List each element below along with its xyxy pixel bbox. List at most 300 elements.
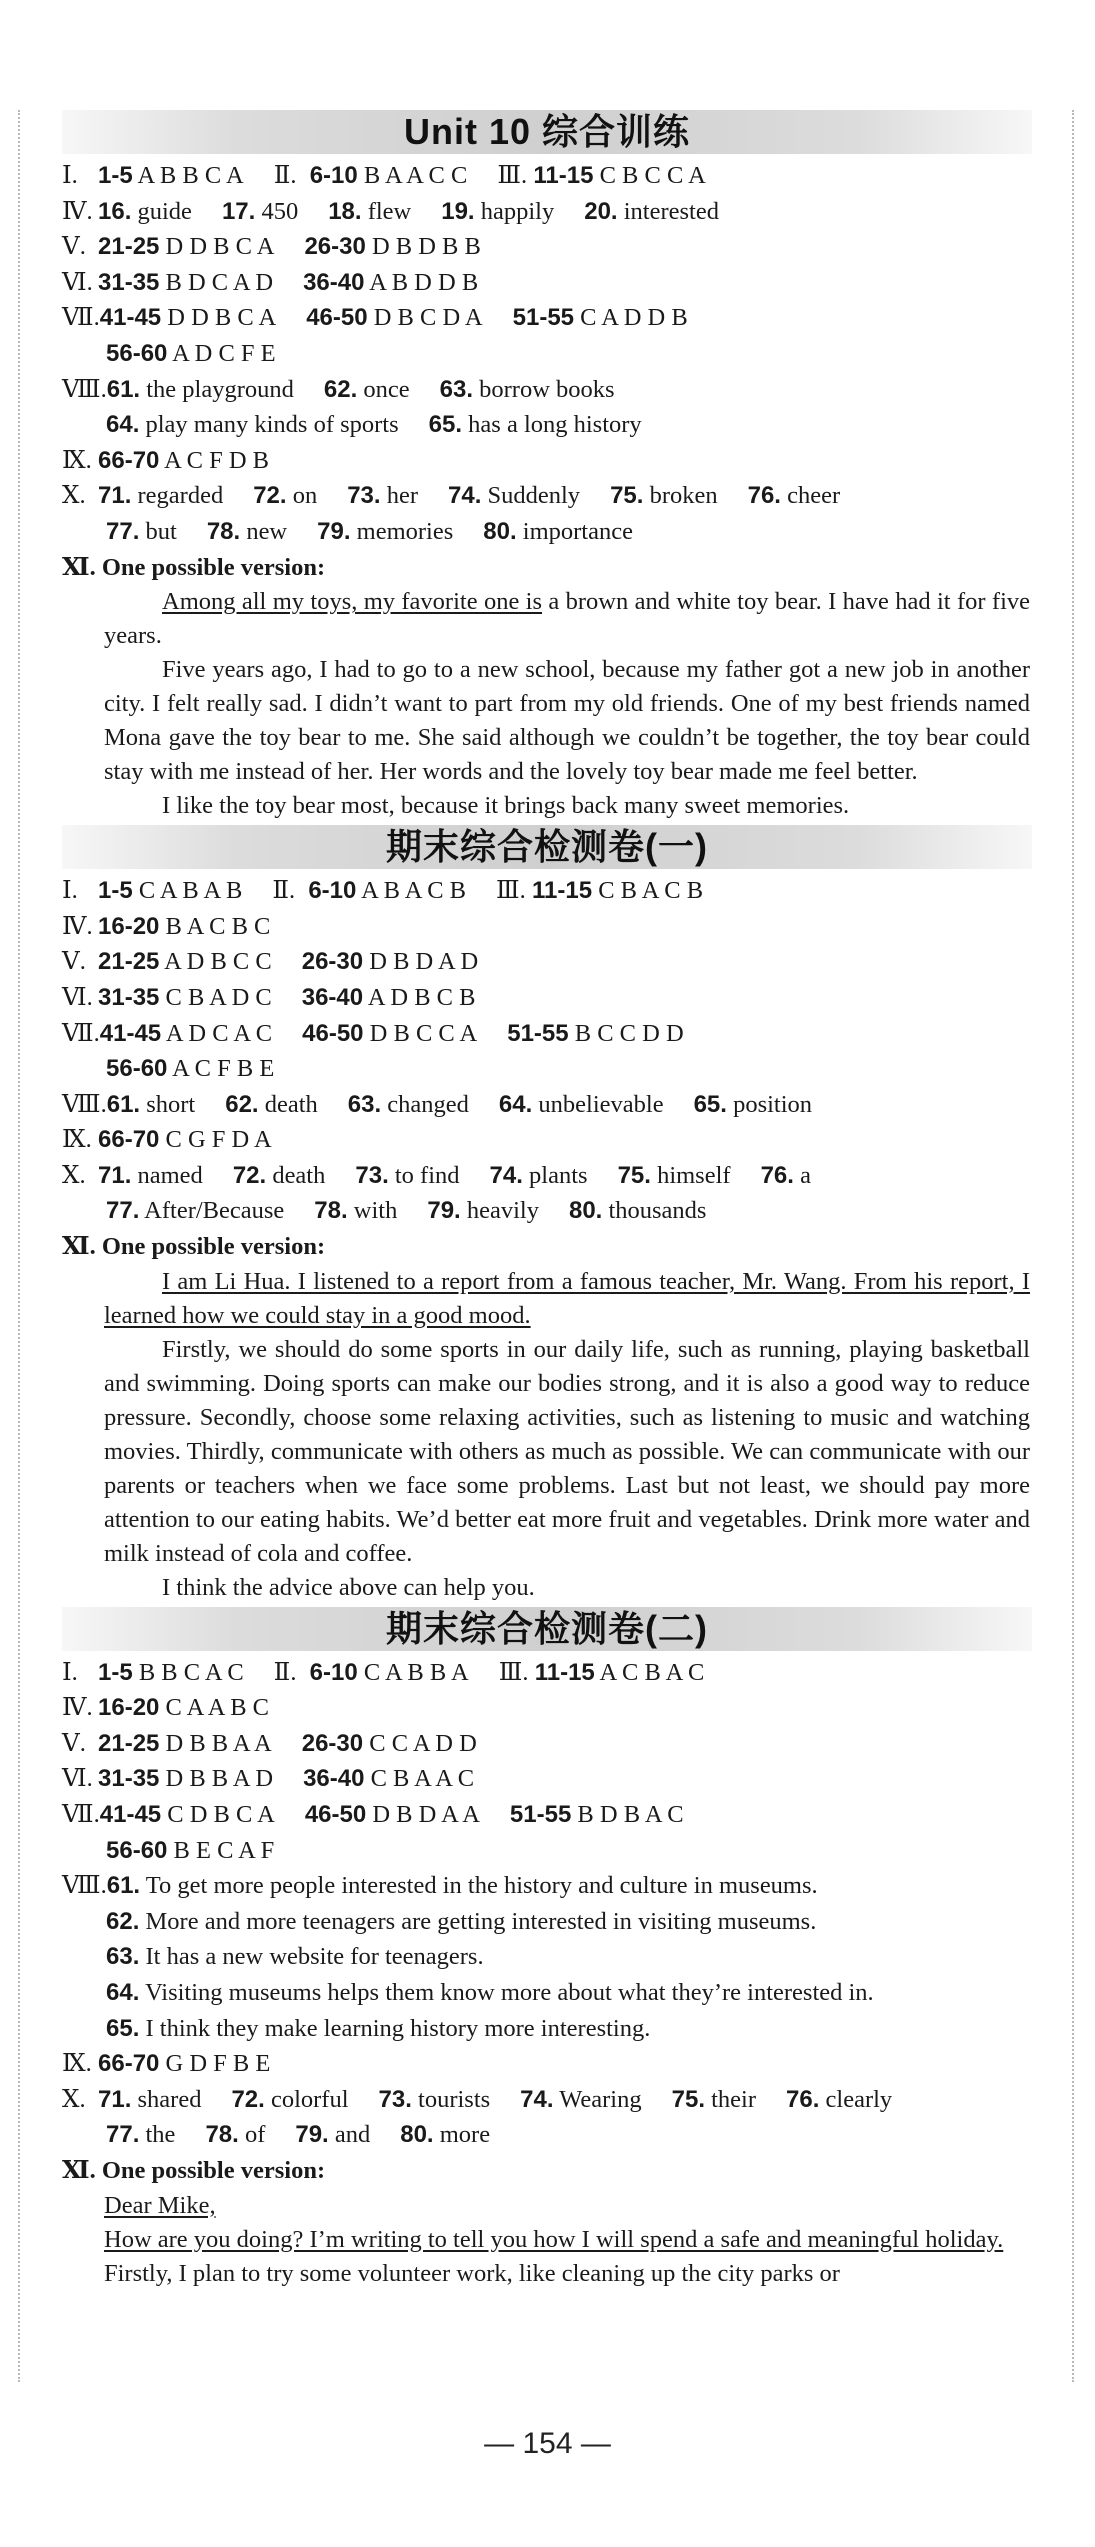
answer-text: has a long history [468, 411, 642, 439]
answer-group [106, 407, 399, 443]
question-number: 1-5 [98, 877, 133, 905]
answer-row [62, 514, 1032, 550]
question-number: 26-30 [301, 1729, 364, 1757]
answer-text: D B D A D [369, 948, 479, 976]
answer-row [62, 1158, 1032, 1194]
answer-row [62, 1797, 1032, 1833]
answer-text: D D B C A [165, 233, 275, 261]
writing-label: Ⅺ. One possible version: [62, 553, 326, 581]
answer-group [274, 158, 468, 194]
question-number: 21-25 [98, 1729, 160, 1757]
answer-text: B A C B C [165, 912, 271, 940]
answer-text: To get more people interested in the history and culture in museums. [145, 1872, 818, 1900]
answer-group [305, 1797, 480, 1833]
answer-group [62, 873, 242, 909]
answer-row [62, 1016, 1032, 1052]
question-number: 31-35 [98, 983, 160, 1011]
roman-numeral: Ⅲ. [498, 1658, 529, 1686]
answer-text: C A D D B [580, 304, 688, 332]
question-number: 78. [206, 517, 241, 545]
answer-group [62, 229, 274, 265]
paragraph-text: I think the advice above can help you. [162, 1573, 535, 1601]
answer-text: C B C C A [599, 162, 706, 189]
answer-row [62, 372, 1032, 408]
answer-group [314, 1193, 397, 1229]
answer-group [520, 2082, 641, 2118]
answer-group [584, 194, 719, 230]
answer-row [62, 1975, 1032, 2011]
question-number: 21-25 [98, 948, 160, 976]
answer-text: D B B A D [165, 1765, 274, 1793]
question-number: 66-70 [98, 2050, 160, 2078]
answer-key-page [62, 108, 1032, 2291]
question-number: 64. [106, 411, 140, 439]
answer-group [347, 478, 418, 514]
question-number: 41-45 [99, 1801, 162, 1829]
answer-group [400, 2117, 490, 2153]
answer-row [62, 1655, 1032, 1691]
answer-group [441, 194, 554, 230]
answer-group [440, 372, 615, 408]
answer-group [272, 873, 466, 909]
roman-numeral: Ⅸ. [62, 2050, 92, 2078]
answer-group [62, 1016, 272, 1052]
question-number: 74. [520, 2085, 554, 2113]
answer-group [499, 1655, 705, 1691]
roman-numeral: Ⅹ. [62, 1161, 86, 1189]
question-number: 41-45 [99, 1019, 162, 1047]
answer-text: D D B C A [167, 304, 277, 332]
question-number: 71. [98, 2085, 132, 2113]
question-number: 62. [106, 1907, 140, 1935]
answer-group [106, 1939, 484, 1975]
answer-row [62, 944, 1032, 980]
answer-group [302, 1016, 477, 1052]
answer-group [303, 265, 478, 301]
essay-paragraph [104, 2223, 1030, 2257]
answer-text: and [334, 2121, 371, 2149]
answer-row [62, 194, 1032, 230]
answer-group [302, 980, 476, 1016]
answer-text: B D C A D [165, 268, 274, 296]
question-number: 79. [427, 1197, 461, 1225]
answer-text: cheer [787, 482, 841, 510]
essay-paragraph [104, 1333, 1030, 1571]
answer-group [324, 372, 410, 408]
answer-text: short [146, 1090, 196, 1118]
answer-text: death [272, 1161, 326, 1189]
answer-group [62, 1726, 272, 1762]
answer-text: of [244, 2121, 266, 2149]
answer-text: play many kinds of sports [145, 411, 399, 439]
answer-row [62, 336, 1032, 372]
question-number: 65. [693, 1090, 727, 1118]
question-number: 78. [205, 2121, 239, 2149]
answer-text: the [145, 2121, 176, 2149]
answer-group [106, 1904, 816, 1940]
roman-numeral: Ⅸ. [62, 1126, 92, 1154]
answer-group [62, 1087, 195, 1123]
answer-group [106, 514, 177, 550]
answer-text: C G F D A [165, 1126, 272, 1154]
answer-text: C A A B C [165, 1694, 270, 1722]
answer-text: B B C A C [138, 1658, 244, 1686]
answer-row [62, 1087, 1032, 1123]
roman-numeral: Ⅰ. [62, 877, 78, 905]
underlined-key-sentence: Among all my toys, my favorite one is [162, 588, 543, 616]
answer-row [62, 265, 1032, 301]
answer-group [225, 1087, 318, 1123]
answer-group [295, 2117, 370, 2153]
answer-text: A D C A C [165, 1019, 273, 1047]
section-title: Unit 10 综合训练 [62, 110, 1032, 154]
question-number: 64. [498, 1090, 533, 1118]
question-number: 65. [106, 2014, 140, 2042]
question-number: 11-15 [532, 877, 593, 905]
answer-text: importance [522, 517, 633, 545]
question-number: 31-35 [98, 268, 160, 296]
roman-numeral: Ⅷ. [62, 1872, 107, 1900]
answer-group [62, 300, 276, 336]
answer-text: himself [657, 1161, 731, 1189]
answer-group [672, 2082, 756, 2118]
answer-group [222, 194, 298, 230]
answer-text: B D B A C [577, 1801, 684, 1829]
answer-text: on [292, 482, 318, 510]
question-number: 51-55 [512, 304, 575, 332]
answer-text: It has a new website for teenagers. [145, 1943, 484, 1971]
roman-numeral: Ⅵ. [62, 268, 93, 296]
answer-text: flew [367, 197, 412, 225]
question-number: 26-30 [301, 948, 364, 976]
answer-text: tourists [418, 2085, 491, 2113]
question-number: 46-50 [302, 1019, 364, 1047]
section-title: 期末综合检测卷(二) [62, 1607, 1032, 1651]
answer-text: to find [394, 1161, 460, 1189]
roman-numeral: Ⅱ. [273, 162, 297, 189]
answer-group [496, 873, 703, 909]
paragraph-text: Firstly, I plan to try some volunteer work, like cleaning up the city parks or [104, 2259, 840, 2287]
answer-text: more [439, 2121, 491, 2149]
answer-group [304, 229, 480, 265]
answer-text: once [363, 375, 410, 403]
roman-numeral: Ⅰ. [62, 1658, 78, 1686]
question-number: 73. [355, 1161, 389, 1189]
answer-text: A C F D B [164, 446, 270, 474]
roman-numeral: Ⅱ. [272, 877, 296, 905]
question-number: 62. [225, 1090, 259, 1118]
answer-group [497, 158, 705, 194]
answer-text: heavily [466, 1197, 539, 1225]
question-number: 71. [98, 1161, 132, 1189]
answer-text: named [137, 1161, 203, 1189]
answer-text: memories [356, 517, 454, 545]
answer-group [427, 1193, 539, 1229]
question-number: 16. [98, 197, 132, 225]
question-number: 66-70 [98, 446, 160, 474]
underlined-key-sentence: Dear Mike, [104, 2191, 216, 2219]
roman-numeral: Ⅶ. [62, 1801, 100, 1829]
answer-text: her [386, 482, 418, 510]
writing-label: Ⅺ. One possible version: [62, 2156, 326, 2184]
answer-row [62, 1868, 1032, 1904]
question-number: 72. [231, 2085, 265, 2113]
answer-group [106, 1975, 874, 2011]
essay-paragraph [104, 1571, 1030, 1605]
answer-group [62, 265, 273, 301]
question-number: 75. [610, 482, 644, 510]
underlined-key-sentence: How are you doing? I’m writing to tell you how I will spend a safe and meaningful holiday. [104, 2225, 1004, 2253]
question-number: 61. [106, 1090, 141, 1118]
answer-row [62, 1051, 1032, 1087]
answer-group [205, 2117, 265, 2153]
answer-row [62, 1939, 1032, 1975]
question-number: 46-50 [304, 1801, 367, 1829]
answer-group [62, 158, 244, 194]
answer-group [62, 443, 269, 479]
answer-row [62, 1726, 1032, 1762]
roman-numeral: Ⅹ. [62, 2085, 86, 2113]
answer-group [233, 1158, 326, 1194]
answer-group [786, 2082, 892, 2118]
answer-group [618, 1158, 731, 1194]
answer-group [748, 478, 841, 514]
answer-text: C C A D D [369, 1729, 477, 1757]
answer-text: A D B C C [164, 948, 272, 976]
answer-text: After/Because [144, 1197, 285, 1225]
answer-group [507, 1016, 683, 1052]
roman-numeral: Ⅱ. [273, 1658, 297, 1686]
question-number: 77. [106, 1197, 140, 1225]
answer-group [379, 2082, 491, 2118]
answer-group [207, 514, 287, 550]
answer-row [62, 1904, 1032, 1940]
paragraph-text: I like the toy bear most, because it brings back many sweet memories. [162, 792, 850, 820]
paragraph-text: a brown and white toy bear. I have had it for five years. [104, 588, 1030, 650]
answer-group [513, 300, 688, 336]
question-number: 79. [295, 2121, 329, 2149]
roman-numeral: Ⅳ. [62, 197, 93, 225]
question-number: 77. [106, 517, 140, 545]
answer-text: but [145, 517, 177, 545]
answer-group [62, 194, 192, 230]
answer-group [348, 1087, 469, 1123]
answer-group [429, 407, 642, 443]
roman-numeral: Ⅰ. [62, 162, 78, 189]
question-number: 80. [568, 1197, 603, 1225]
answer-text: A C F B E [172, 1055, 275, 1083]
question-number: 56-60 [106, 339, 168, 367]
question-number: 36-40 [303, 1765, 365, 1793]
answer-text: thousands [608, 1197, 707, 1225]
roman-numeral: Ⅴ. [62, 948, 86, 976]
question-number: 64. [106, 1979, 140, 2006]
question-number: 6-10 [309, 162, 358, 189]
underlined-key-sentence: I am Li Hua. I listened to a report from a famous teacher, Mr. Wang. From his report, I learned how we could stay in a good mood. [104, 1267, 1030, 1329]
answer-text: C B A C B [598, 877, 704, 905]
answer-group [106, 1193, 284, 1229]
answer-row [62, 2082, 1032, 2118]
roman-numeral: Ⅷ. [62, 1090, 107, 1118]
question-number: 51-55 [507, 1019, 569, 1047]
question-number: 77. [106, 2121, 140, 2149]
answer-text: Suddenly [487, 482, 581, 510]
answer-row [62, 1122, 1032, 1158]
answer-text: B A A C C [363, 162, 468, 189]
question-number: 11-15 [534, 1658, 595, 1686]
answer-text: plants [529, 1161, 588, 1189]
question-number: 61. [106, 1872, 141, 1900]
answer-group [62, 980, 272, 1016]
answer-text: shared [137, 2085, 202, 2113]
answer-group [302, 944, 478, 980]
paragraph-text: Five years ago, I had to go to a new school, because my father got a new job in another city. I felt really sad. I didn’t want to part from my old friends. One of my best friends named Mona gave the toy bear to me. She said although we couldn’t be together, the toy bear could stay with me instead of her. Her words and the lovely toy bear made me feel better. [104, 656, 1030, 786]
answer-text: their [711, 2085, 757, 2113]
question-number: 20. [584, 197, 618, 225]
question-number: 56-60 [106, 1055, 168, 1083]
answer-text: Visiting museums helps them know more about what they’re interested in. [145, 1979, 874, 2006]
question-number: 63. [439, 375, 473, 403]
answer-text: 450 [261, 197, 299, 225]
answer-text: A B B C A [137, 162, 244, 189]
roman-numeral: Ⅹ. [62, 482, 86, 510]
answer-text: I think they make learning history more interesting. [145, 2014, 651, 2042]
answer-group [355, 1158, 459, 1194]
essay-paragraph [104, 653, 1030, 789]
answer-text: unbelievable [538, 1090, 664, 1118]
roman-numeral: Ⅴ. [62, 1729, 86, 1757]
answer-group [62, 944, 272, 980]
question-number: 76. [786, 2085, 820, 2113]
answer-text: G D F B E [165, 2050, 271, 2078]
roman-numeral: Ⅲ. [496, 877, 526, 905]
answer-group [62, 1655, 244, 1691]
paragraph-text: Firstly, we should do some sports in our daily life, such as running, playing basketball and swimming. Doing sports can make our bodies strong, and it is also a good way to reduce pressure. Secondly, choose some relaxing activities, such as listening to music and watching movies. Thirdly, communicate with others as much as possible. We can communicate with our parents or teachers when we face some problems. Last but not least, we should pay more attention to our eating habits. We’d better eat more fruit and vegetables. Drink more water and milk instead of cola and coffee. [104, 1335, 1030, 1567]
answer-text: new [246, 517, 288, 545]
roman-numeral: Ⅳ. [62, 1694, 93, 1722]
answer-text: D B B A A [165, 1729, 272, 1757]
question-number: 18. [328, 197, 362, 225]
answer-group [306, 300, 482, 336]
left-margin-dotted-line [18, 110, 20, 2382]
answer-group [106, 2011, 650, 2047]
answer-text: A C B A C [599, 1658, 705, 1686]
answer-text: C B A A C [370, 1765, 475, 1793]
answer-text: C A B B A [363, 1658, 469, 1686]
answer-row [62, 1690, 1032, 1726]
answer-text: happily [480, 197, 555, 225]
answer-row [62, 1833, 1032, 1869]
answer-group [106, 1051, 274, 1087]
question-number: 71. [98, 482, 132, 510]
answer-text: C B A D C [165, 983, 272, 1011]
answer-text: death [264, 1090, 318, 1118]
answer-text: Wearing [559, 2085, 642, 2113]
question-number: 75. [671, 2085, 705, 2113]
essay-paragraph [104, 789, 1030, 823]
answer-row [62, 478, 1032, 514]
answer-group [106, 1833, 274, 1869]
question-number: 74. [448, 482, 482, 510]
question-number: 46-50 [306, 304, 368, 332]
answer-text: position [733, 1090, 813, 1118]
question-number: 73. [378, 2085, 412, 2113]
question-number: 80. [400, 2121, 434, 2149]
roman-numeral: Ⅲ. [497, 162, 528, 189]
question-number: 76. [760, 1161, 794, 1189]
question-number: 26-30 [304, 233, 366, 261]
roman-numeral: Ⅷ. [62, 375, 107, 403]
essay-paragraph [104, 1265, 1030, 1333]
answer-text: the playground [146, 375, 294, 403]
question-number: 6-10 [309, 1658, 358, 1686]
answer-group [302, 1726, 477, 1762]
roman-numeral: Ⅶ. [62, 1019, 100, 1047]
answer-text: borrow books [479, 375, 615, 403]
answer-text: D B C D A [373, 304, 483, 332]
answer-text: A B D D B [369, 268, 479, 296]
answer-group [499, 1087, 664, 1123]
question-number: 61. [106, 375, 141, 403]
answer-text: C A B A B [138, 877, 243, 905]
writing-label: Ⅺ. One possible version: [62, 1233, 326, 1261]
essay-paragraph [104, 2189, 1030, 2223]
answer-group [106, 336, 276, 372]
answer-text: A D C F E [172, 339, 276, 367]
question-number: 56-60 [106, 1836, 168, 1864]
answer-group [62, 2082, 201, 2118]
answer-text: colorful [270, 2085, 349, 2113]
answer-text: D B D A A [372, 1801, 480, 1829]
answer-text: with [353, 1197, 398, 1225]
answer-text: changed [387, 1090, 469, 1118]
question-number: 1-5 [98, 1658, 133, 1686]
section-title: 期末综合检测卷(一) [62, 825, 1032, 869]
answer-text: broken [649, 482, 718, 510]
answer-group [253, 478, 317, 514]
answer-group [62, 372, 294, 408]
answer-group [274, 1655, 469, 1691]
question-number: 41-45 [99, 304, 162, 332]
answer-row [62, 2117, 1032, 2153]
question-number: 79. [317, 517, 351, 545]
answer-group [62, 478, 223, 514]
answer-row [62, 1193, 1032, 1229]
answer-row [62, 980, 1032, 1016]
question-number: 1-5 [98, 162, 133, 189]
answer-text: A D B C B [367, 983, 476, 1011]
question-number: 66-70 [98, 1126, 160, 1154]
question-number: 31-35 [98, 1765, 160, 1793]
roman-numeral: Ⅶ. [62, 304, 100, 332]
question-number: 19. [441, 197, 475, 225]
question-number: 11-15 [533, 162, 594, 189]
question-number: 36-40 [301, 983, 364, 1011]
roman-numeral: Ⅳ. [62, 912, 93, 940]
question-number: 62. [323, 375, 358, 403]
answer-text: guide [137, 197, 192, 225]
answer-group [694, 1087, 812, 1123]
question-number: 16-20 [98, 912, 160, 940]
essay-paragraph [104, 2257, 1030, 2291]
question-number: 76. [747, 482, 781, 510]
answer-row [62, 407, 1032, 443]
answer-row [62, 229, 1032, 265]
question-number: 74. [489, 1161, 523, 1189]
answer-text: C D B C A [167, 1801, 275, 1829]
question-number: 36-40 [303, 268, 365, 296]
answer-row [62, 909, 1032, 945]
